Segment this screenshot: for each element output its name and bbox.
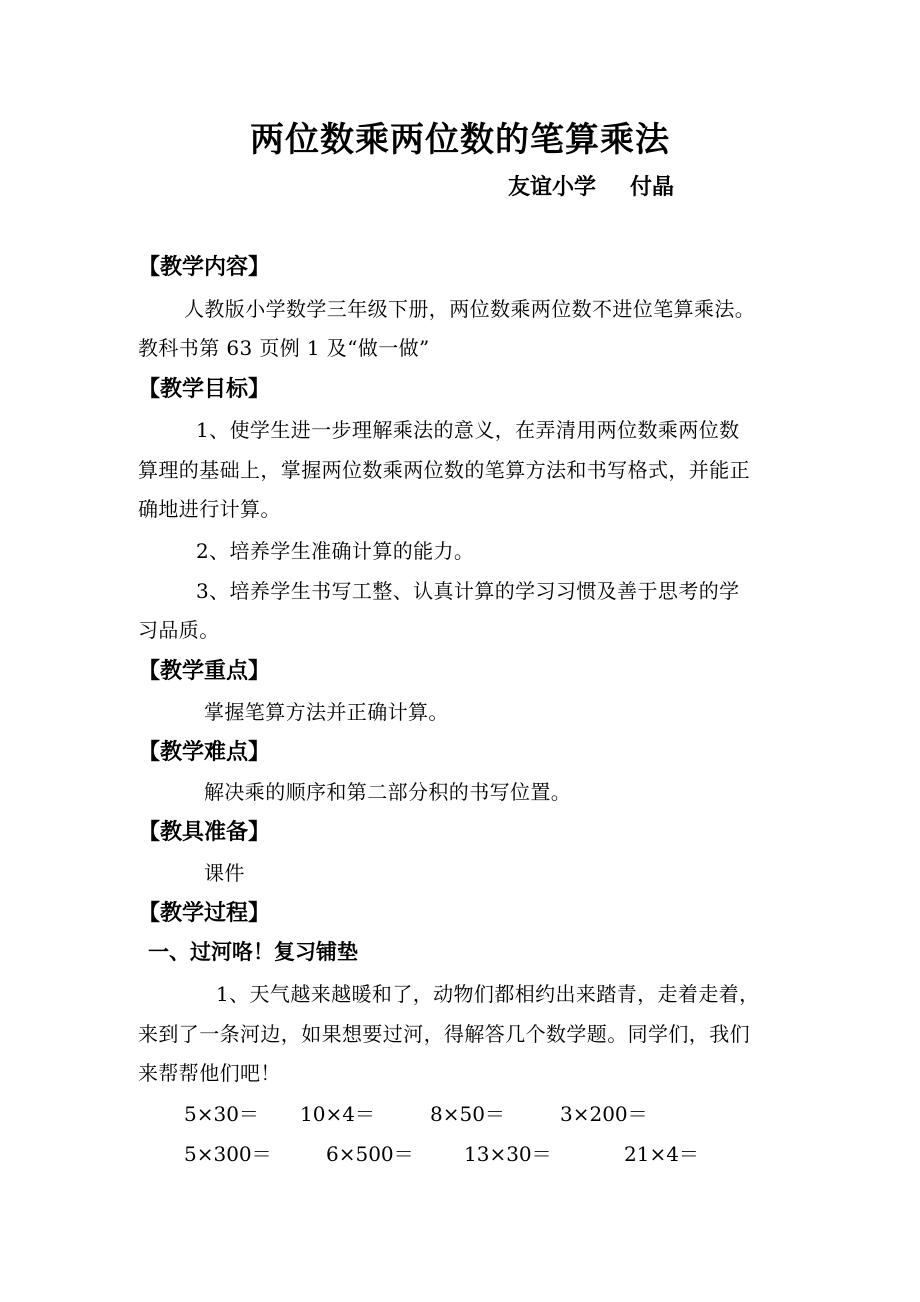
section-heading-content: 【教学内容】: [138, 255, 271, 280]
tools-text: 课件: [204, 861, 245, 885]
section-heading-key-points: 【教学重点】: [138, 659, 271, 684]
equation: 5×300＝: [184, 1142, 272, 1166]
process-step1-title: 一、过河咯！复习铺垫: [148, 940, 358, 964]
goals-line-4: 2、培养学生准确计算的能力。: [196, 539, 475, 563]
document-title: 两位数乘两位数的笔算乘法: [250, 120, 670, 160]
goals-line-6: 习品质。: [138, 618, 220, 642]
content-line-2: 教科书第 63 页例 1 及“做一做”: [138, 336, 430, 360]
process-line-3: 来帮帮他们吧！: [138, 1061, 281, 1085]
equation: 3×200＝: [560, 1102, 648, 1126]
author-school: 友谊小学: [508, 175, 597, 200]
equation: 5×30＝: [184, 1102, 259, 1126]
author-name: 付晶: [630, 175, 675, 200]
equation: 6×500＝: [326, 1142, 414, 1166]
equation: 21×4＝: [624, 1142, 699, 1166]
equation: 13×30＝: [464, 1142, 552, 1166]
goals-line-5: 3、培养学生书写工整、认真计算的学习习惯及善于思考的学: [196, 579, 740, 603]
section-heading-tools: 【教具准备】: [138, 820, 271, 845]
goals-line-2: 算理的基础上，掌握两位数乘两位数的笔算方法和书写格式，并能正: [138, 458, 750, 482]
author-line: [508, 170, 674, 201]
equation: 8×50＝: [430, 1102, 505, 1126]
goals-line-3: 确地进行计算。: [138, 497, 281, 521]
equation: 10×4＝: [300, 1102, 375, 1126]
section-heading-goals: 【教学目标】: [138, 377, 271, 402]
section-heading-difficulties: 【教学难点】: [138, 740, 271, 765]
process-line-1: 1、天气越来越暖和了，动物们都相约出来踏青，走着走着，: [216, 982, 760, 1006]
goals-line-1: 1、使学生进一步理解乘法的意义，在弄清用两位数乘两位数: [196, 418, 740, 442]
content-line-1: 人教版小学数学三年级下册，两位数乘两位数不进位笔算乘法。: [184, 297, 756, 321]
key-points-text: 掌握笔算方法并正确计算。: [204, 700, 449, 724]
difficulties-text: 解决乘的顺序和第二部分积的书写位置。: [204, 780, 572, 804]
section-heading-process: 【教学过程】: [138, 901, 271, 926]
process-line-2: 来到了一条河边，如果想要过河，得解答几个数学题。同学们，我们: [138, 1022, 750, 1046]
